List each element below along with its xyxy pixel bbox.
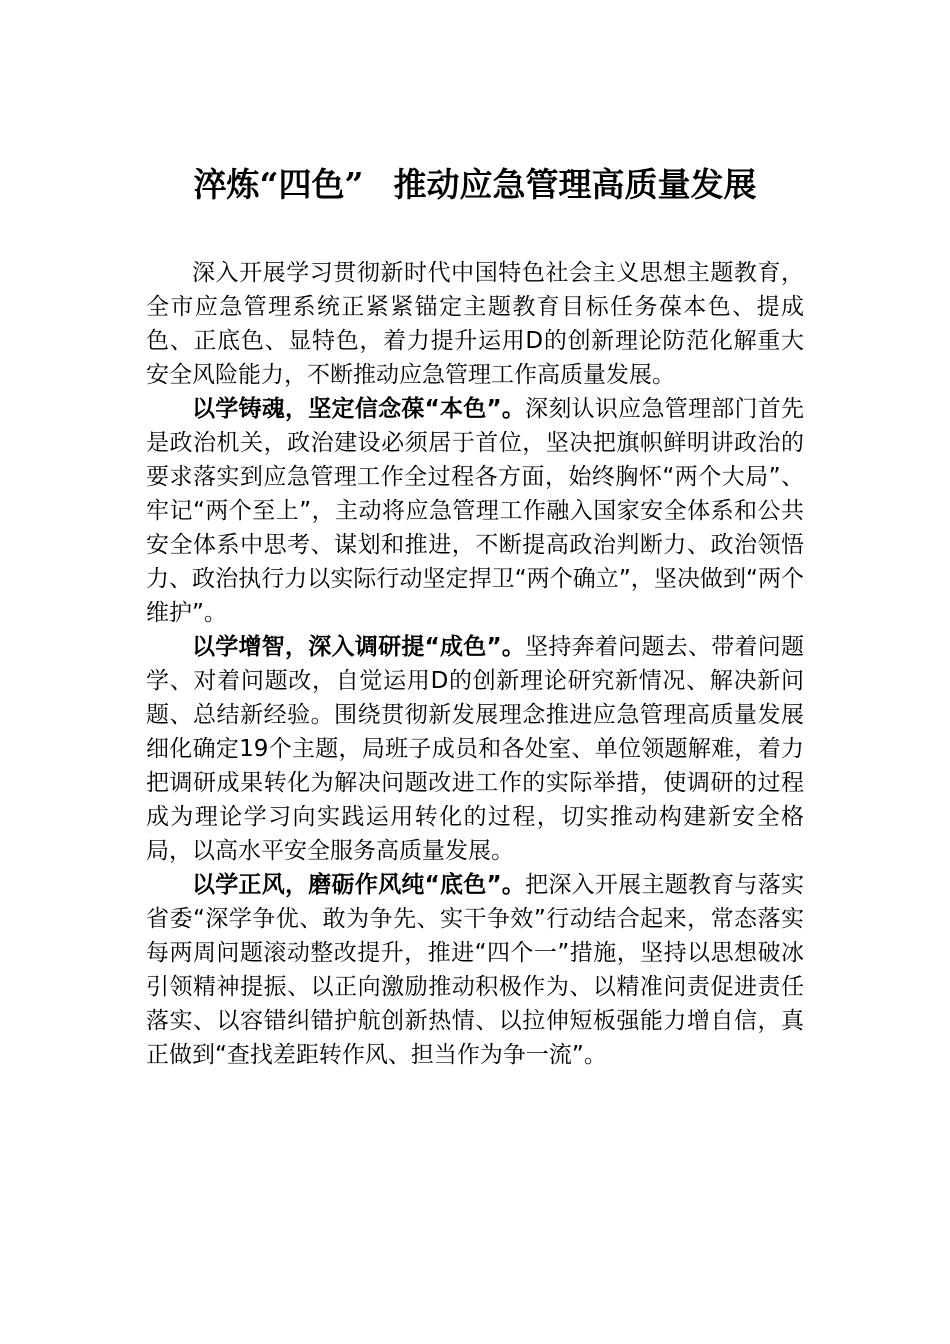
paragraph-text: 深刻认识应急管理部门首先是政治机关，政治建设必须居于首位，坚决把旗帜鲜明讲政治的要求落实到应急管理工作全过程各方面，始终胸怀“两个大局”、牢记“两个至上”，主动将应急管理工作融入国家安全体系和公共安全体系中思考、谋划和推进，不断提高政治判断力、政治领悟力、政治执行力以实际行动坚定捍卫“两个确立”，坚决做到“两个维护”。 [146, 396, 805, 626]
paragraph-intro [146, 256, 804, 392]
paragraph-text: 坚持奔着问题去、带着问题学、对着问题改，自觉运用D的创新理论研究新情况、解决新问题、总结新经验。围绕贯彻新发展理念推进应急管理高质量发展细化确定19个主题，局班子成员和各处室、单位领题解难，着力把调研成果转化为解决问题改进工作的实际举措，使调研的过程成为理论学习向实践运用转化的过程，切实推动构建新安全格局，以高水平安全服务高质量发展。 [146, 634, 805, 864]
paragraph-lead: 以学正风，磨砺作风纯“底色”。 [192, 872, 526, 898]
paragraph-dise [146, 868, 804, 1072]
paragraph-lead: 以学增智，深入调研提“成色”。 [192, 634, 526, 660]
document-title [0, 160, 950, 210]
paragraph-lead: 以学铸魂，坚定信念葆“本色”。 [192, 396, 526, 422]
paragraph-text: 深入开展学习贯彻新时代中国特色社会主义思想主题教育，全市应急管理系统正紧紧锚定主题教育目标任务葆本色、提成色、正底色、显特色，着力提升运用D的创新理论防范化解重大安全风险能力，不断推动应急管理工作高质量发展。 [146, 260, 804, 388]
document-body [146, 256, 804, 1072]
title-part-2: 推动应急管理高质量发展 [393, 165, 757, 204]
paragraph-text: 把深入开展主题教育与落实省委“深学争优、敢为争先、实干争效”行动结合起来，常态落实每两周问题滚动整改提升，推进“四个一”措施，坚持以思想破冰引领精神提振、以正向激励推动积极作为、以精准问责促进责任落实、以容错纠错护航创新热情、以拉伸短板强能力增自信，真正做到“查找差距转作风、担当作为争一流”。 [146, 872, 805, 1068]
paragraph-chengse [146, 630, 804, 868]
title-part-1: 淬炼“四色” [193, 165, 364, 204]
paragraph-benshe [146, 392, 804, 630]
